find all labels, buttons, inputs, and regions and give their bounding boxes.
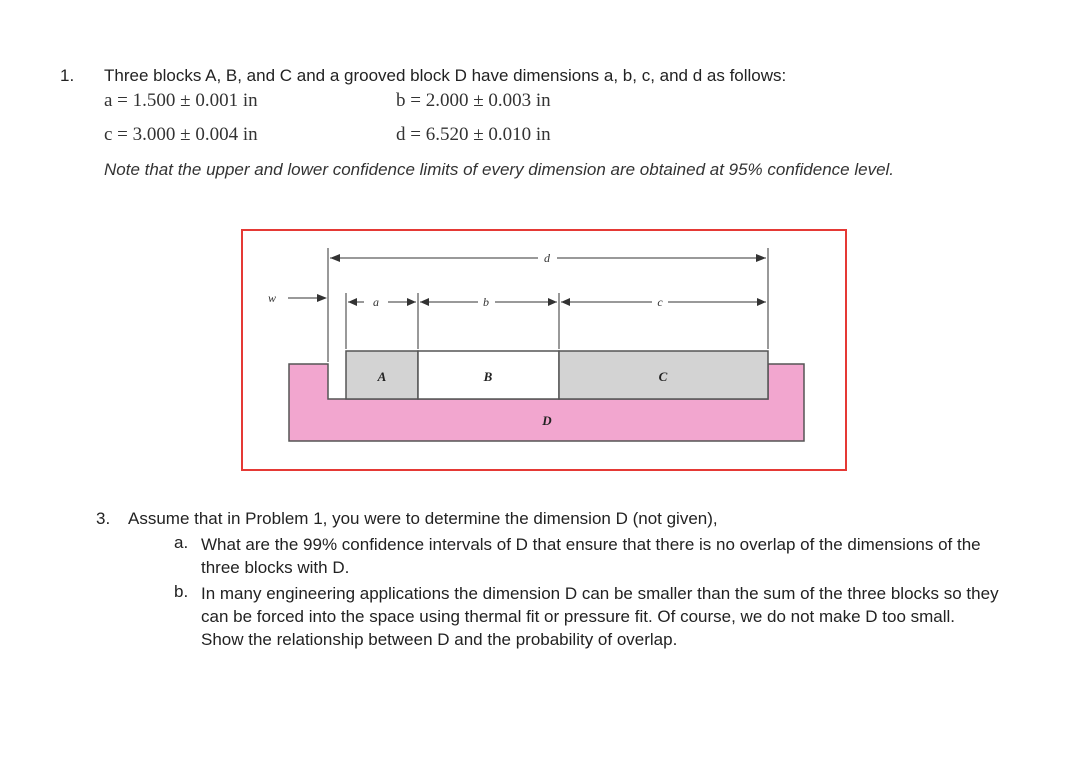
- label-a-dim: a: [373, 295, 379, 309]
- part-b-text: In many engineering applications the dimension D can be smaller than the sum of the three blocks so they can be forced into the space using thermal fit or pressure fit. Of course, we do not make D too small. Show the relationship between D and the probability of overlap.: [201, 584, 999, 649]
- part-a-text: What are the 99% confidence intervals of D that ensure that there is no overlap of the dimensions of the three blocks with D.: [201, 535, 981, 577]
- problem-3-number: 3.: [96, 509, 111, 528]
- label-block-c: C: [658, 369, 668, 384]
- label-c-dim: c: [657, 295, 663, 309]
- confidence-note: Note that the upper and lower confidence limits of every dimension are obtained at 95% confidence level.: [104, 160, 895, 179]
- part-a-marker: a.: [174, 533, 189, 552]
- label-d-dim: d: [544, 251, 550, 265]
- blocks-diagram: [243, 231, 845, 469]
- problem-1-number: 1.: [60, 66, 75, 85]
- problem-3-intro: Assume that in Problem 1, you were to determine the dimension D (not given),: [128, 509, 718, 528]
- problem-1-intro: Three blocks A, B, and C and a grooved block D have dimensions a, b, c, and d as follows:: [104, 66, 787, 85]
- equation-b: b = 2.000 ± 0.003 in: [396, 90, 551, 111]
- equation-d: d = 6.520 ± 0.010 in: [396, 124, 551, 145]
- label-b-dim: b: [483, 295, 489, 309]
- label-block-a: A: [377, 369, 387, 384]
- part-b-marker: b.: [174, 582, 189, 601]
- label-w-dim: w: [267, 291, 277, 305]
- equation-c: c = 3.000 ± 0.004 in: [104, 124, 258, 145]
- label-block-b: B: [483, 369, 493, 384]
- blocks-figure: [241, 229, 847, 471]
- label-block-d: D: [542, 413, 552, 428]
- equation-a: a = 1.500 ± 0.001 in: [104, 90, 258, 111]
